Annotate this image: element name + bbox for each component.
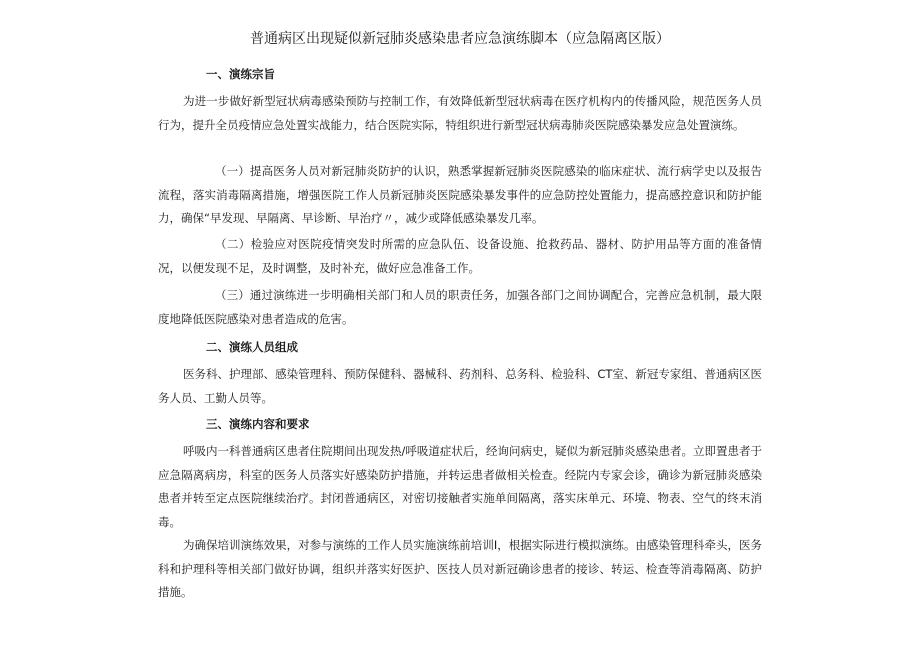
paragraph-purpose-item-3: （三）通过演练进一步明确相关部门和人员的职责任务，加强各部门之间协调配合，完善应急机制，最大限度地降低医院感染对患者造成的危害。 [158, 288, 762, 326]
document-title: 普通病区出现疑似新冠肺炎感染患者应急演练脚本（应急隔离区版） [250, 31, 670, 47]
paragraph-purpose-item-2: （二）检验应对医院疫情突发时所需的应急队伍、设备设施、抢救药品、器材、防护用品等方面的准备情况，以便发现不足，及时调整，及时补充，做好应急准备工作。 [158, 237, 762, 275]
section-heading-personnel: 二、演练人员组成 [206, 340, 298, 354]
paragraph-purpose-intro: 为进一步做好新型冠状病毒感染预防与控制工作，有效降低新型冠状病毒在医疗机构内的传播风险，规范医务人员行为，提升全员疫情应急处置实战能力，结合医院实际，特组织进行新型冠状病毒肺炎医院感染暴发应急处置演练。 [158, 94, 762, 132]
paragraph-purpose-item-1: （一）提高医务人员对新冠肺炎防护的认识，熟悉掌握新冠肺炎医院感染的临床症状、流行病学史以及报告流程，落实消毒隔离措施，增强医院工作人员新冠肺炎医院感染暴发事件的应急防控处置能力，提高感控意识和防护能力，确保“早发现、早隔离、早诊断、早治疗〃，减少或降低感染暴发几率。 [158, 164, 762, 225]
section-heading-purpose: 一、演练宗旨 [206, 67, 275, 81]
section-heading-content: 三、演练内容和要求 [206, 417, 310, 431]
paragraph-content-scenario: 呼吸内一科普通病区患者住院期间出现发热/呼吸道症状后，经询问病史，疑似为新冠肺炎感染患者。立即置患者于应急隔离病房，科室的医务人员落实好感染防护措施，并转运患者做相关检查。经院内专家会诊，确诊为新冠肺炎感染患者并转至定点医院继续治疗。封闭普通病区，对密切接触者实施单间隔离，落实床单元、环境、物表、空气的终末消毒。 [158, 444, 762, 529]
paragraph-content-training: 为确保培训演练效果，对参与演练的工作人员实施演练前培训I，根据实际进行模拟演练。由感染管理科牵头，医务科和护理科等相关部门做好协调，组织并落实好医护、医技人员对新冠确诊患者的接诊、转运、检查等消毒隔离、防护措施。 [158, 538, 762, 599]
paragraph-personnel: 医务科、护理部、感染管理科、预防保健科、器械科、药剂科、总务科、检验科、CT室、新冠专家组、普通病区医务人员、工勤人员等。 [158, 367, 762, 405]
